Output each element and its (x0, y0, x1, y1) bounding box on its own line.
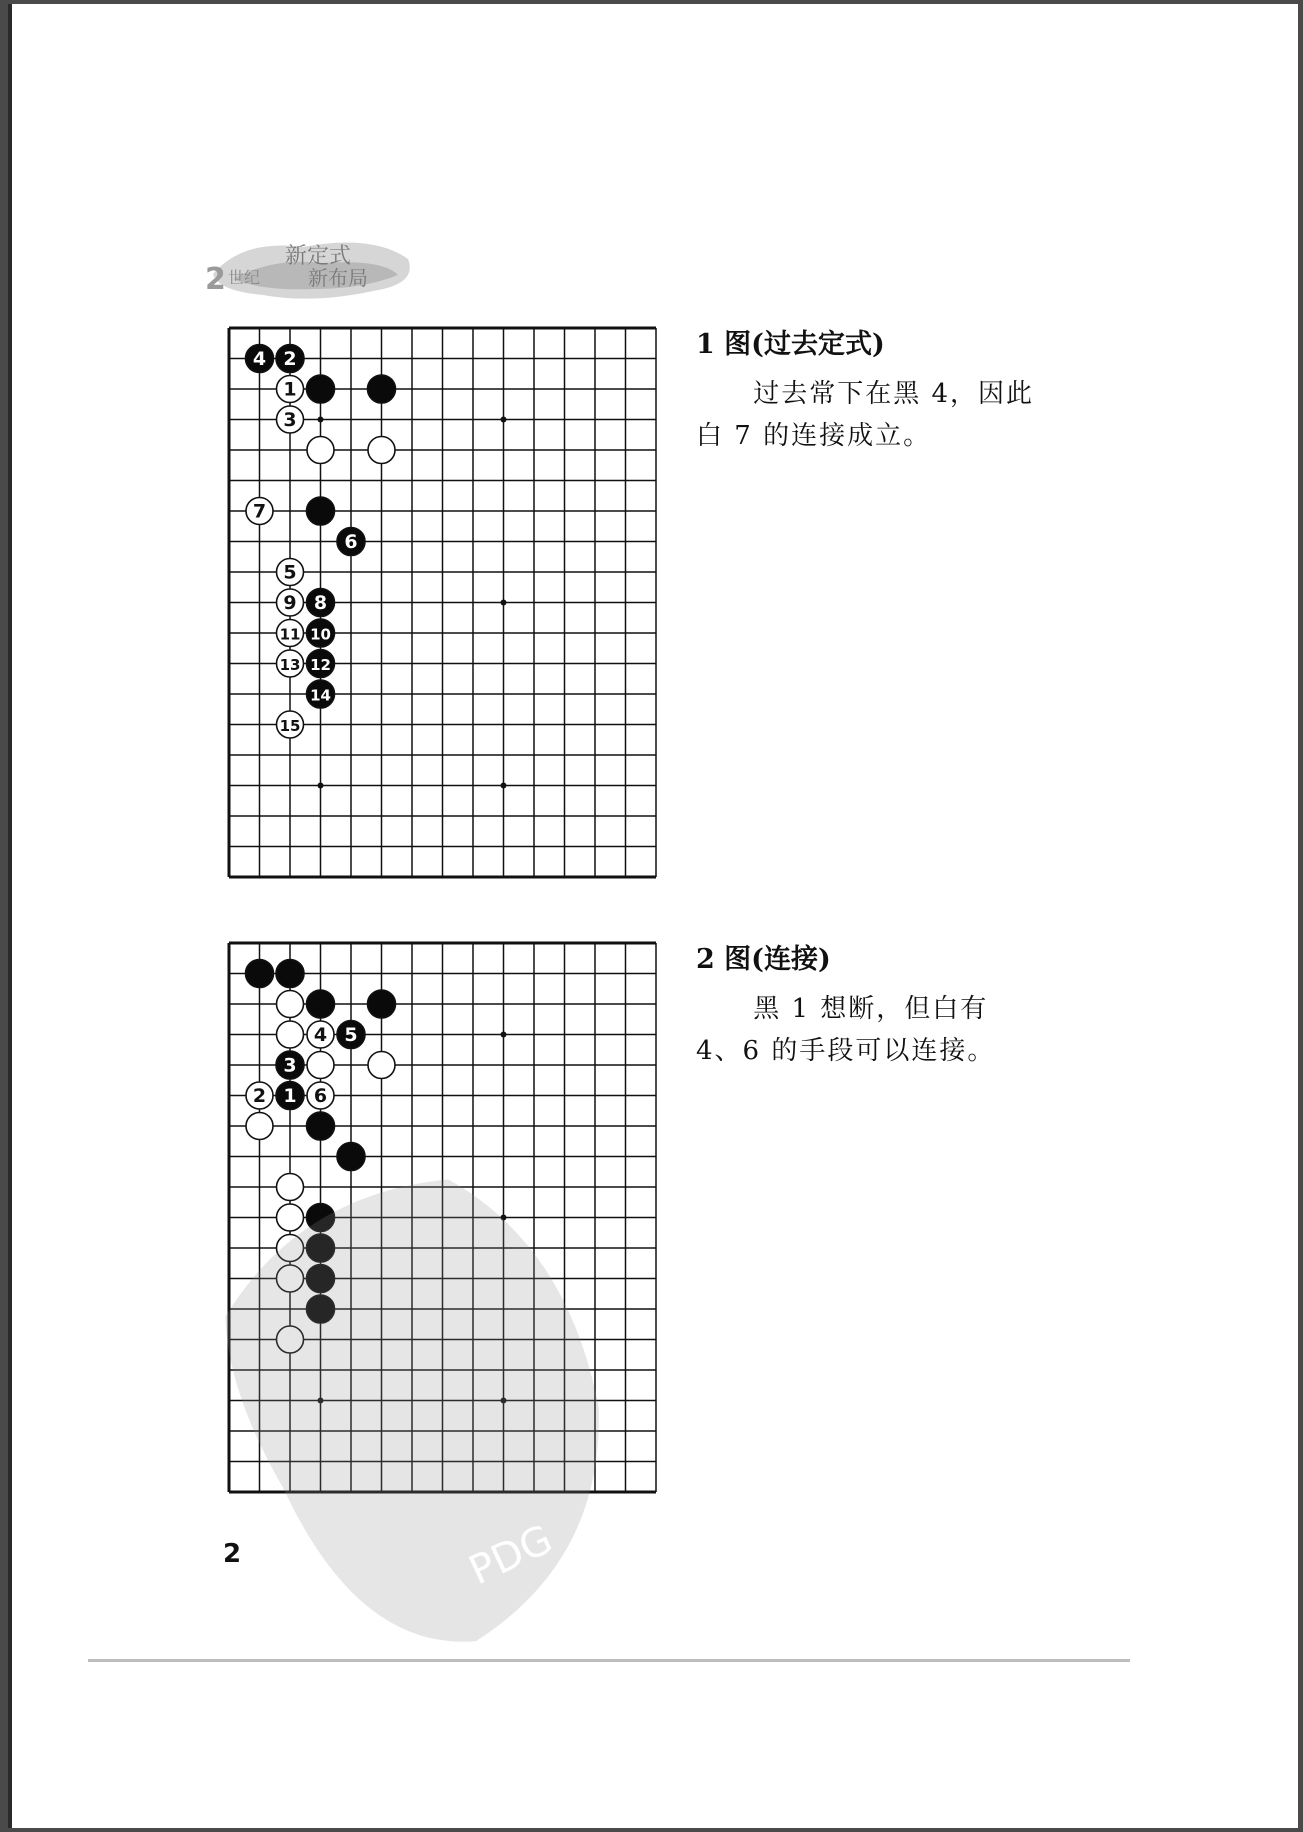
diagram-2-title: 2 图(连接) (696, 944, 831, 975)
move-number: 1 (283, 378, 297, 401)
move-number: 2 (283, 348, 297, 370)
star-point (501, 1032, 507, 1038)
move-number: 13 (279, 656, 301, 674)
white-stone (277, 1204, 304, 1231)
white-stone (277, 1326, 304, 1353)
white-stone (277, 991, 304, 1018)
black-stone (307, 1204, 335, 1232)
diagram-1-caption (696, 322, 1036, 457)
star-point (501, 1215, 507, 1221)
move-number: 10 (310, 625, 331, 644)
black-stone (307, 1265, 335, 1293)
white-stone (307, 437, 334, 464)
move-number: 3 (283, 1054, 297, 1077)
black-stone (307, 375, 335, 403)
logo-number: 2 (205, 262, 226, 297)
white-stone (368, 1052, 395, 1079)
move-number: 1 (283, 1085, 297, 1107)
star-point (501, 417, 507, 423)
move-number: 8 (313, 592, 328, 614)
move-number: 12 (310, 656, 331, 674)
page-number: 2 (223, 1539, 242, 1569)
book-page (8, 4, 1298, 1828)
move-number: 5 (344, 1024, 358, 1046)
black-stone (368, 990, 396, 1018)
move-number: 11 (279, 625, 301, 644)
white-stone (277, 1235, 304, 1262)
star-point (318, 417, 324, 423)
black-stone (307, 497, 335, 525)
black-stone (307, 990, 335, 1018)
diagram-2-caption (696, 937, 1036, 1072)
logo-bottom-text: 新布局 (308, 266, 368, 290)
move-number: 6 (313, 1085, 328, 1107)
black-stone (307, 1112, 335, 1140)
diagram-2-text: 黑 1 想断，但白有 4、6 的手段可以连接。 (696, 994, 996, 1066)
go-board-diagram-1 (223, 324, 663, 884)
series-logo (203, 229, 423, 309)
move-number: 2 (252, 1085, 267, 1107)
move-number: 3 (283, 409, 297, 431)
black-stone (276, 960, 304, 988)
move-number: 6 (344, 531, 358, 553)
footer-divider (88, 1659, 1130, 1662)
black-stone (307, 1295, 335, 1323)
go-board-diagram-2 (223, 939, 663, 1499)
black-stone (368, 375, 396, 403)
move-number: 4 (252, 348, 267, 370)
watermark-text: PDG (462, 1516, 560, 1595)
star-point (501, 783, 507, 789)
black-stone (337, 1143, 365, 1171)
move-number: 9 (283, 592, 297, 614)
move-number: 4 (313, 1024, 328, 1046)
black-stone (307, 1234, 335, 1262)
star-point (318, 1398, 324, 1404)
move-number: 15 (279, 717, 301, 735)
black-stone (246, 960, 274, 988)
white-stone (307, 1052, 334, 1079)
move-number: 14 (310, 686, 331, 705)
logo-top-text: 新定式 (285, 244, 352, 269)
diagram-1-title: 1 图(过去定式) (696, 329, 885, 360)
star-point (318, 783, 324, 789)
logo-small-text: 世纪 (228, 268, 261, 287)
page-edge (8, 4, 12, 1828)
white-stone (277, 1174, 304, 1201)
white-stone (277, 1021, 304, 1048)
white-stone (277, 1265, 304, 1292)
diagram-1-text: 过去常下在黑 4，因此白 7 的连接成立。 (696, 379, 1034, 451)
white-stone (246, 1113, 273, 1140)
move-number: 5 (283, 561, 297, 584)
star-point (501, 1398, 507, 1404)
move-number: 7 (252, 500, 267, 523)
star-point (501, 600, 507, 606)
white-stone (368, 437, 395, 464)
